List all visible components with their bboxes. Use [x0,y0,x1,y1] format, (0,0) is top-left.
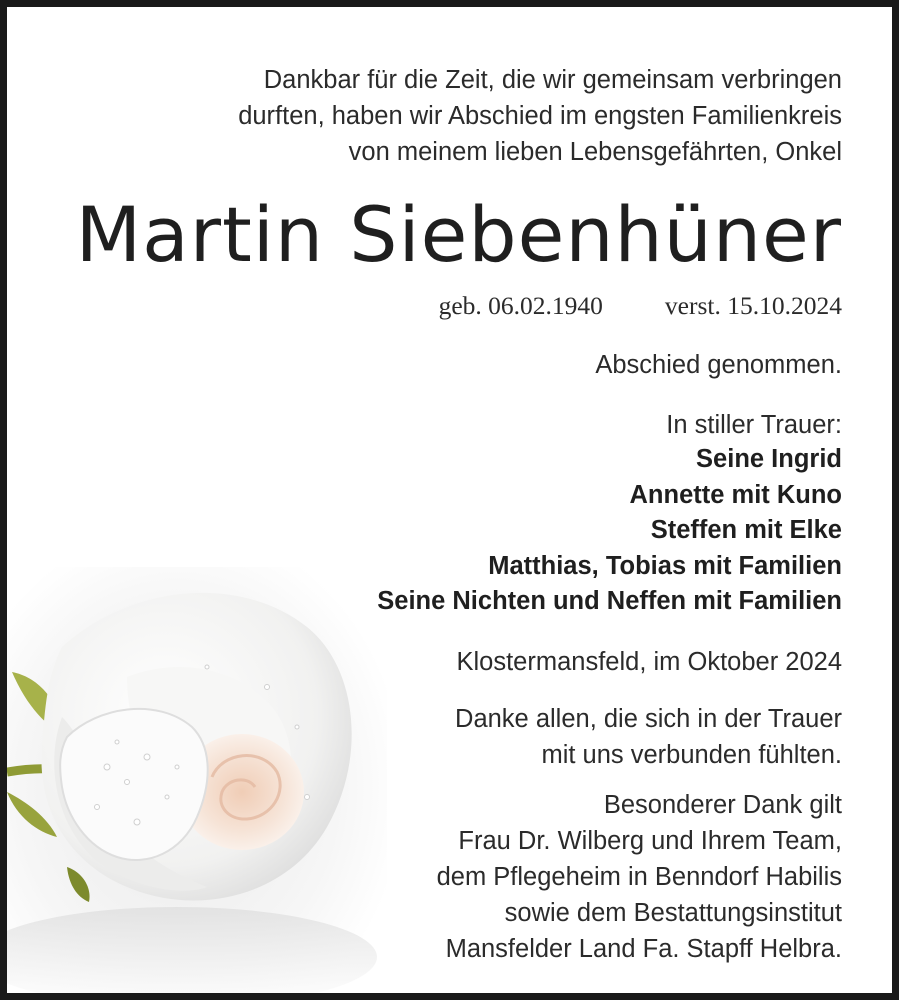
mourner-entry: Seine Ingrid [696,445,842,473]
mourner-entry: Steffen mit Elke [650,516,842,544]
special-thanks-line: sowie dem Bestattungsinstitut [504,899,842,927]
special-thanks-line: Frau Dr. Wilberg und Ihrem Team, [458,827,842,855]
special-thanks-line: Mansfelder Land Fa. Stapff Helbra. [445,935,842,963]
farewell-text: Abschied genommen. [595,351,842,379]
white-rose-image [7,567,387,1000]
mourner-entry: Matthias, Tobias mit Familien [488,551,842,580]
mourners-list [377,442,842,620]
death-date: verst. 15.10.2024 [664,291,842,320]
thanks-line: Danke allen, die sich in der Trauer [455,705,842,733]
intro-line: durften, haben wir Abschied im engsten Familienkreis [238,102,842,130]
intro-text [238,62,842,170]
deceased-name: Martin Siebenhüner [75,190,842,279]
special-thanks-text [437,787,842,967]
thanks-line: mit uns verbunden fühlten. [541,741,842,769]
life-dates [439,288,842,324]
mourner-entry: Seine Nichten und Neffen mit Familien [377,587,842,615]
special-thanks-line: dem Pflegeheim in Benndorf Habilis [436,863,842,891]
intro-line: von meinem lieben Lebensgefährten, Onkel [348,138,842,166]
birth-date: geb. 06.02.1940 [438,291,603,320]
special-thanks-line: Besonderer Dank gilt [603,791,842,819]
thanks-text [455,701,842,773]
intro-line: Dankbar für die Zeit, die wir gemeinsam verbringen [263,66,842,94]
place-date: Klostermansfeld, im Oktober 2024 [456,648,842,676]
mourning-heading: In stiller Trauer: [666,411,842,439]
mourner-entry: Annette mit Kuno [629,480,842,509]
